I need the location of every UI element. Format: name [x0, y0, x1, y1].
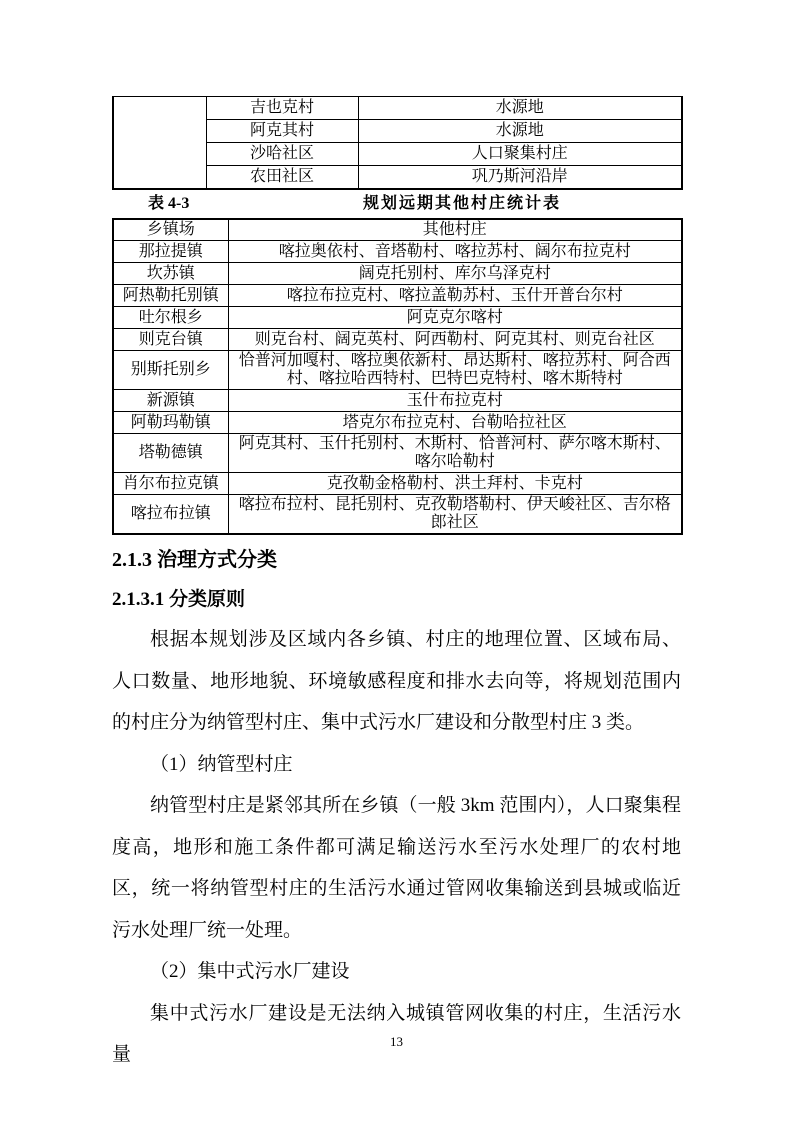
table-caption	[112, 190, 681, 218]
page-content	[112, 0, 681, 1076]
table-row	[113, 351, 682, 390]
villages-cell: 则克台村、阔克英村、阿西勒村、阿克其村、则克台社区	[228, 329, 682, 351]
town-cell: 坎苏镇	[113, 263, 228, 285]
category-cell: 水源地	[358, 97, 682, 120]
table-row	[113, 307, 682, 329]
table-caption-label: 表 4-3	[148, 194, 190, 212]
header-villages-cell: 其他村庄	[228, 219, 682, 241]
paragraph: 纳管型村庄是紧邻其所在乡镇（一般 3km 范围内），人口聚集程度高，地形和施工条件都可满足输送污水至污水处理厂的农村地区，统一将纳管型村庄的生活污水通过管网收集输送到县城或临近污水处理厂统一处理。	[112, 795, 681, 941]
section-heading: 2.1.3 治理方式分类	[112, 549, 277, 571]
page-number: 13	[390, 1034, 403, 1049]
header-town-cell: 乡镇场	[113, 219, 228, 241]
town-cell: 阿勒玛勒镇	[113, 412, 228, 434]
villages-cell: 喀拉布拉克村、喀拉盖勒苏村、玉什开普台尔村	[228, 285, 682, 307]
empty-merged-cell	[113, 97, 206, 189]
table-caption-title: 规划远期其他村庄统计表	[362, 194, 561, 212]
table-header-row	[113, 219, 682, 241]
town-cell: 喀拉布拉镇	[113, 495, 228, 535]
villages-cell: 阔克托别村、库尔乌泽克村	[228, 263, 682, 285]
paragraph: （2）集中式污水厂建设	[150, 961, 350, 982]
table-row	[113, 495, 682, 535]
table-row	[113, 473, 682, 495]
table-row	[113, 241, 682, 263]
town-cell: 吐尔根乡	[113, 307, 228, 329]
paragraph: （1）纳管型村庄	[150, 753, 293, 775]
category-cell: 巩乃斯河沿岸	[358, 166, 682, 189]
town-cell: 阿热勒托别镇	[113, 285, 228, 307]
villages-cell: 玉什布拉克村	[228, 390, 682, 412]
continuation-table	[112, 96, 683, 190]
town-cell: 则克台镇	[113, 329, 228, 351]
villages-cell: 阿克克尔喀村	[228, 307, 682, 329]
table-row	[113, 97, 682, 120]
table-row	[113, 263, 682, 285]
villages-cell: 克孜勒金格勒村、洪土拜村、卡克村	[228, 473, 682, 495]
villages-cell: 恰普河加嘎村、喀拉奥依新村、昂达斯村、喀拉苏村、阿合西村、喀拉哈西特村、巴特巴克特村、喀木斯特村	[228, 351, 682, 390]
town-cell: 新源镇	[113, 390, 228, 412]
village-cell: 吉也克村	[206, 97, 358, 120]
table-row	[113, 412, 682, 434]
table-row	[113, 434, 682, 473]
villages-cell: 阿克其村、玉什托别村、木斯村、恰普河村、萨尔喀木斯村、喀尔哈勒村	[228, 434, 682, 473]
table-row	[113, 390, 682, 412]
paragraph: 根据本规划涉及区域内各乡镇、村庄的地理位置、区域布局、人口数量、地形地貌、环境敏感程度和排水去向等，将规划范围内的村庄分为纳管型村庄、集中式污水厂建设和分散型村庄 3 类。	[112, 629, 681, 733]
table-row	[113, 285, 682, 307]
town-cell: 那拉提镇	[113, 241, 228, 263]
town-cell: 别斯托别乡	[113, 351, 228, 390]
town-cell: 塔勒德镇	[113, 434, 228, 473]
village-cell: 阿克其村	[206, 120, 358, 143]
category-cell: 水源地	[358, 120, 682, 143]
category-cell: 人口聚集村庄	[358, 143, 682, 166]
town-cell: 肖尔布拉克镇	[113, 473, 228, 495]
subsection-heading: 2.1.3.1 分类原则	[112, 589, 246, 610]
table-4-3	[112, 218, 683, 536]
villages-cell: 塔克尔布拉克村、台勒哈拉社区	[228, 412, 682, 434]
village-cell: 沙哈社区	[206, 143, 358, 166]
villages-cell: 喀拉布拉村、昆托别村、克孜勒塔勒村、伊天峻社区、吉尔格郎社区	[228, 495, 682, 535]
table-row	[113, 329, 682, 351]
paragraph: 集中式污水厂建设是无法纳入城镇管网收集的村庄，生活污水量	[112, 1002, 681, 1065]
villages-cell: 喀拉奥依村、音塔勒村、喀拉苏村、阔尔布拉克村	[228, 241, 682, 263]
village-cell: 农田社区	[206, 166, 358, 189]
